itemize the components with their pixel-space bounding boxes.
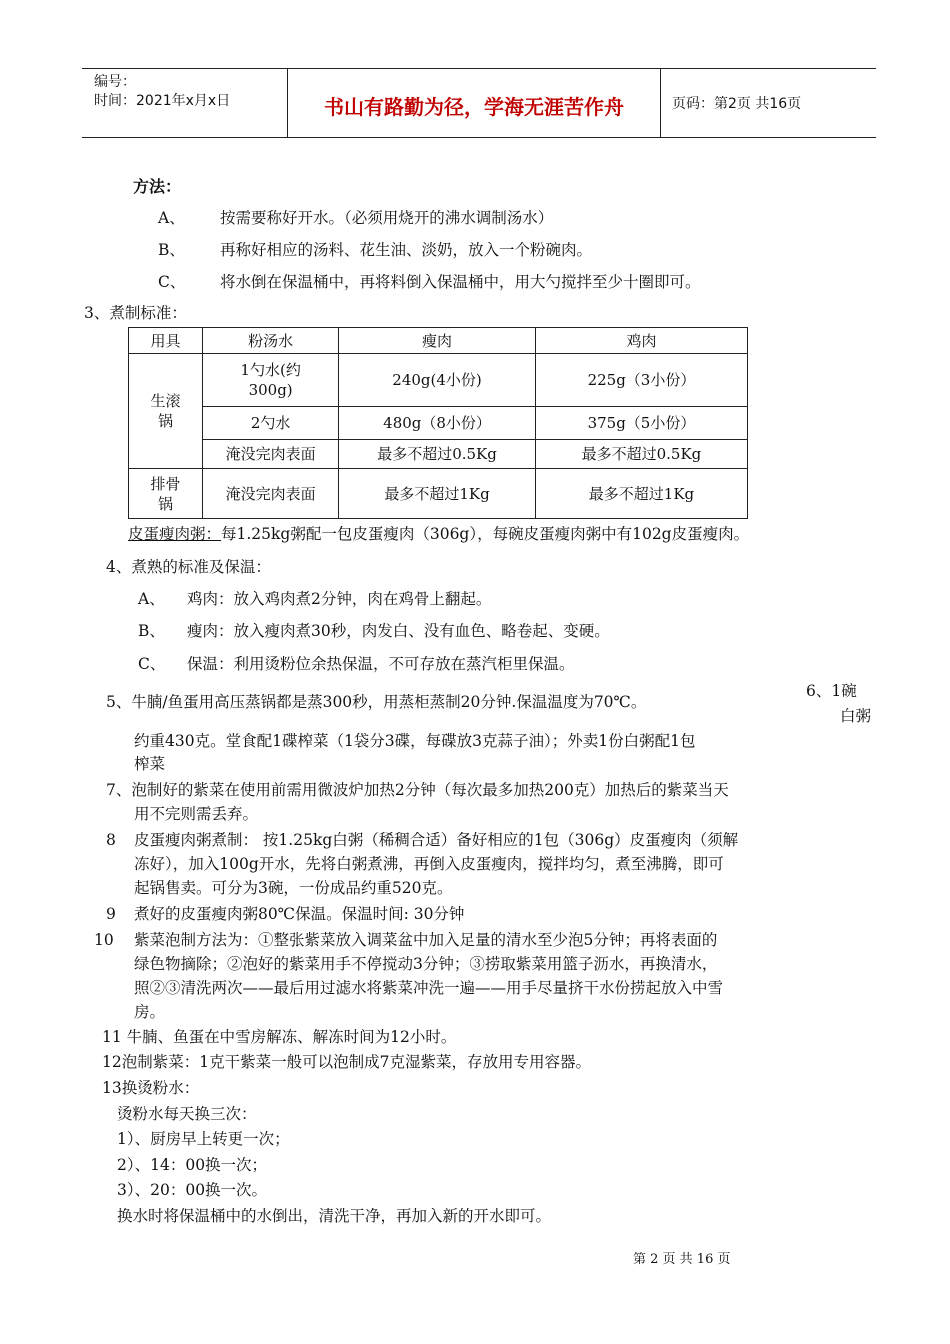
section-5: 5、牛腩/鱼蛋用高压蒸锅都是蒸300秒，用蒸柜蒸制20分钟.保温温度为70℃。: [106, 693, 647, 711]
table-header-cell: 鸡肉: [535, 328, 747, 354]
header-page-number: 页码：第2页 共16页: [672, 96, 802, 112]
section-11: 11 牛腩、鱼蛋在中雪房解冻、解冻时间为12小时。: [102, 1028, 457, 1046]
section-13-line4: 3）、20：00换一次。: [117, 1181, 268, 1199]
section-8-line3: 起锅售卖。可分为3碗，一份成品约重520克。: [134, 879, 453, 897]
congee-note: [128, 524, 749, 544]
table-row: [129, 440, 748, 469]
section-6-line1: 约重430克。堂食配1碟榨菜（1袋分3碟，每碟放3克蒜子油）；外卖1份白粥配1包: [134, 732, 696, 750]
section-10-line3: 照②③清洗两次——最后用过滤水将紫菜冲洗一遍——用手尽量挤干水份捞起放入中雪: [134, 979, 724, 997]
table-header-row: [129, 328, 748, 354]
s4-a-text: 鸡肉：放入鸡肉煮2分钟，肉在鸡骨上翻起。: [187, 590, 492, 608]
section-13-line1: 烫粉水每天换三次：: [117, 1105, 257, 1123]
header-divider: [660, 69, 661, 137]
table-row: [129, 469, 748, 519]
section-13-title: 13换烫粉水：: [102, 1079, 200, 1097]
section-8-line2: 冻好），加入100g开水，先将白粥煮沸，再倒入皮蛋瘦肉，搅拌均匀，煮至沸腾，即可: [134, 855, 724, 873]
section-13-line3: 2）、14：00换一次；: [117, 1156, 268, 1174]
table-cell: 1勺水(约300g): [203, 354, 339, 407]
page-header: [82, 68, 876, 138]
table-cell: 最多不超过0.5Kg: [535, 440, 747, 469]
table-cell: 240g(4小份): [339, 354, 536, 407]
table-cell: 375g（5小份）: [535, 407, 747, 440]
s4-b-label: B、: [138, 622, 165, 640]
section-8-number: 8: [106, 831, 116, 849]
table-cell: 淹没完肉表面: [203, 440, 339, 469]
section-4-title: 4、煮熟的标准及保温：: [106, 558, 271, 576]
table-header-cell: 瘦肉: [339, 328, 536, 354]
time-label: 时间：2021年x月x日: [94, 93, 231, 109]
method-b-label: B、: [158, 241, 185, 259]
section-6-line2: 榨菜: [134, 755, 166, 773]
table-header-cell: 用具: [129, 328, 203, 354]
method-title: 方法：: [133, 177, 182, 196]
section-9-number: 9: [106, 905, 116, 923]
section-6-head-cont: 白粥: [840, 707, 872, 725]
section-13-line5: 换水时将保温桶中的水倒出，清洗干净，再加入新的开水即可。: [117, 1207, 552, 1225]
section-9-text: 煮好的皮蛋瘦肉粥80℃保温。保温时间: 30分钟: [134, 905, 465, 923]
section-8-line1: 皮蛋瘦肉粥煮制： 按1.25kg白粥（稀稠合适）备好相应的1包（306g）皮蛋瘦肉（须解: [134, 831, 739, 849]
method-a-text: 按需要称好开水。（必须用烧开的沸水调制汤水）: [220, 209, 554, 227]
section-3-title: 3、煮制标准：: [84, 304, 187, 322]
table-row: [129, 407, 748, 440]
table-cell: 2勺水: [203, 407, 339, 440]
table-cell: 225g（3小份）: [535, 354, 747, 407]
page-footer: 第 2 页 共 16 页: [633, 1252, 731, 1267]
section-6-head: 6、1碗: [806, 682, 857, 700]
section-10-line1: 紫菜泡制方法为：①整张紫菜放入调菜盆中加入足量的清水至少泡5分钟；再将表面的: [134, 931, 718, 949]
congee-note-text: 每1.25kg粥配一包皮蛋瘦肉（306g），每碗皮蛋瘦肉粥中有102g皮蛋瘦肉。: [221, 525, 750, 543]
s4-b-text: 瘦肉：放入瘦肉煮30秒，肉发白、没有血色、略卷起、变硬。: [187, 622, 610, 640]
section-10-number: 10: [94, 931, 114, 949]
section-10-line2: 绿色物摘除；②泡好的紫菜用手不停搅动3分钟；③捞取紫菜用篮子沥水，再换清水，: [134, 955, 718, 973]
table-cell: 480g（8小份）: [339, 407, 536, 440]
table-row: [129, 354, 748, 407]
table-cell: 最多不超过1Kg: [339, 469, 536, 519]
congee-note-label: 皮蛋瘦肉粥：: [128, 525, 222, 543]
s4-c-label: C、: [138, 655, 166, 673]
section-10-line4: 房。: [134, 1003, 166, 1021]
table-header-cell: 粉汤水: [203, 328, 339, 354]
header-meta: [94, 73, 284, 111]
section-7-line1: 7、泡制好的紫菜在使用前需用微波炉加热2分钟（每次最多加热200克）加热后的紫菜当天: [106, 781, 729, 799]
method-c-label: C、: [158, 273, 186, 291]
section-13-line2: 1）、厨房早上转更一次；: [117, 1130, 290, 1148]
header-motto: 书山有路勤为径，学海无涯苦作舟: [324, 95, 624, 119]
section-7-line2: 用不完则需丢弃。: [134, 805, 259, 823]
method-b-text: 再称好相应的汤料、花生油、淡奶，放入一个粉碗肉。: [220, 241, 593, 259]
method-c-text: 将水倒在保温桶中，再将料倒入保温桶中，用大勺搅拌至少十圈即可。: [220, 273, 701, 291]
method-a-label: A、: [158, 209, 185, 227]
s4-c-text: 保温：利用烫粉位余热保温，不可存放在蒸汽柜里保温。: [187, 655, 575, 673]
table-group-cell: 生滚锅: [129, 354, 203, 469]
table-group-cell: 排骨锅: [129, 469, 203, 519]
table-cell: 淹没完肉表面: [203, 469, 339, 519]
table-cell: 最多不超过0.5Kg: [339, 440, 536, 469]
cooking-standard-table: [128, 327, 748, 519]
s4-a-label: A、: [138, 590, 165, 608]
code-label: 编号：: [94, 74, 136, 90]
table-cell: 最多不超过1Kg: [535, 469, 747, 519]
section-12: 12泡制紫菜：1克干紫菜一般可以泡制成7克湿紫菜，存放用专用容器。: [102, 1053, 591, 1071]
